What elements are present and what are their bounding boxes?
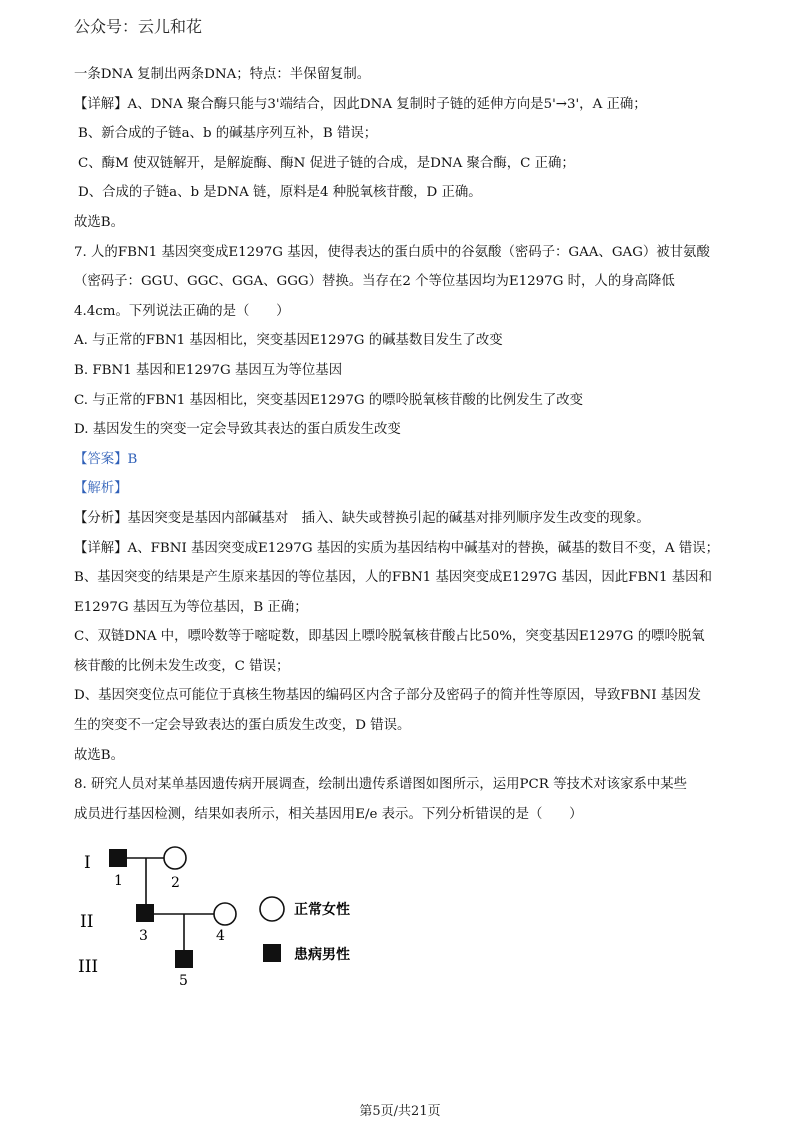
text-line: 【详解】A、DNA 聚合酶只能与3'端结合，因此DNA 复制时子链的延伸方向是5'→3'，A 正确； <box>74 96 647 112</box>
member-1-affected-male <box>109 849 127 867</box>
generation-label-i: I <box>84 853 91 873</box>
text-line: B、基因突变的结果是产生原来基因的等位基因，人的FBN1 基因突变成E1297G 基因，因此FBN1 基因和 <box>74 570 712 586</box>
legend-normal-female-symbol <box>260 897 284 921</box>
member-label-2: 2 <box>171 875 180 891</box>
text-line: 故选B。 <box>74 214 125 230</box>
text-line: C、酶M 使双链解开，是解旋酶、酶N 促进子链的合成，是DNA 聚合酶，C 正确； <box>78 155 575 171</box>
text-line: B、新合成的子链a、b 的碱基序列互补，B 错误； <box>78 126 378 142</box>
page-content <box>74 60 734 829</box>
pedigree-chart <box>70 838 400 998</box>
member-label-3: 3 <box>139 928 148 944</box>
page-number: 第5页/共21页 <box>359 1104 441 1119</box>
analysis-label: 【解析】 <box>74 481 128 497</box>
question-8-stem: 成员进行基因检测，结果如表所示，相关基因用E/e 表示。下列分析错误的是（ ） <box>74 806 583 822</box>
member-5-affected-male <box>175 950 193 968</box>
text-line: D、基因突变位点可能位于真核生物基因的编码区内含子部分及密码子的简并性等原因，导致FBNI 基因发 <box>74 688 701 704</box>
text-line: 【分析】基因突变是基因内部碱基对 插入、缺失或替换引起的碱基对排列顺序发生改变的现象。 <box>74 510 650 526</box>
legend-affected-male-symbol <box>263 944 281 962</box>
answer-label: 【答案】B <box>74 451 138 467</box>
question-7-stem: （密码子：GGU、GGC、GGA、GGG）替换。当存在2 个等位基因均为E1297G 时，人的身高降低 <box>74 274 675 290</box>
option-d: D. 基因发生的突变一定会导致其表达的蛋白质发生改变 <box>74 422 401 438</box>
generation-label-ii: II <box>80 912 94 932</box>
legend-normal-female-label: 正常女性 <box>294 902 350 918</box>
wechat-account-header: 公众号：云儿和花 <box>74 17 203 36</box>
option-c: C. 与正常的FBN1 基因相比，突变基因E1297G 的嘌呤脱氧核苷酸的比例发生了改变 <box>74 392 584 408</box>
member-label-5: 5 <box>179 973 188 989</box>
text-line: 一条DNA 复制出两条DNA；特点：半保留复制。 <box>74 67 371 82</box>
question-7-stem: 4.4cm。下列说法正确的是（ ） <box>74 303 290 319</box>
text-line: 【详解】A、FBNI 基因突变成E1297G 基因的实质为基因结构中碱基对的替换，碱基的数目不变，A 错误； <box>74 540 720 556</box>
option-a: A. 与正常的FBN1 基因相比，突变基因E1297G 的碱基数目发生了改变 <box>74 333 503 349</box>
member-label-1: 1 <box>114 873 123 889</box>
question-7-stem: 7. 人的FBN1 基因突变成E1297G 基因，使得表达的蛋白质中的谷氨酸（密码子：GAA、GAG）被甘氨酸 <box>74 244 710 260</box>
member-3-affected-male <box>136 904 154 922</box>
text-line: D、合成的子链a、b 是DNA 链，原料是4 种脱氧核苷酸，D 正确。 <box>78 185 482 201</box>
generation-label-iii: III <box>78 957 99 977</box>
question-8-stem: 8. 研究人员对某单基因遗传病开展调查，绘制出遗传系谱图如图所示，运用PCR 等技术对该家系中某些 <box>74 777 688 793</box>
text-line: 核苷酸的比例未发生改变，C 错误； <box>74 658 290 674</box>
member-2-normal-female <box>164 847 186 869</box>
text-line: 故选B。 <box>74 747 125 763</box>
text-line: 生的突变不一定会导致表达的蛋白质发生改变，D 错误。 <box>74 718 411 734</box>
text-line: E1297G 基因互为等位基因，B 正确； <box>74 599 308 615</box>
text-line: C、双链DNA 中，嘌呤数等于嘧啶数，即基因上嘌呤脱氧核苷酸占比50%，突变基因E1297G 的嘌呤脱氧 <box>74 629 705 645</box>
member-4-normal-female <box>214 903 236 925</box>
member-label-4: 4 <box>216 928 225 944</box>
option-b: B. FBN1 基因和E1297G 基因互为等位基因 <box>74 362 343 378</box>
legend-affected-male-label: 患病男性 <box>294 947 350 963</box>
